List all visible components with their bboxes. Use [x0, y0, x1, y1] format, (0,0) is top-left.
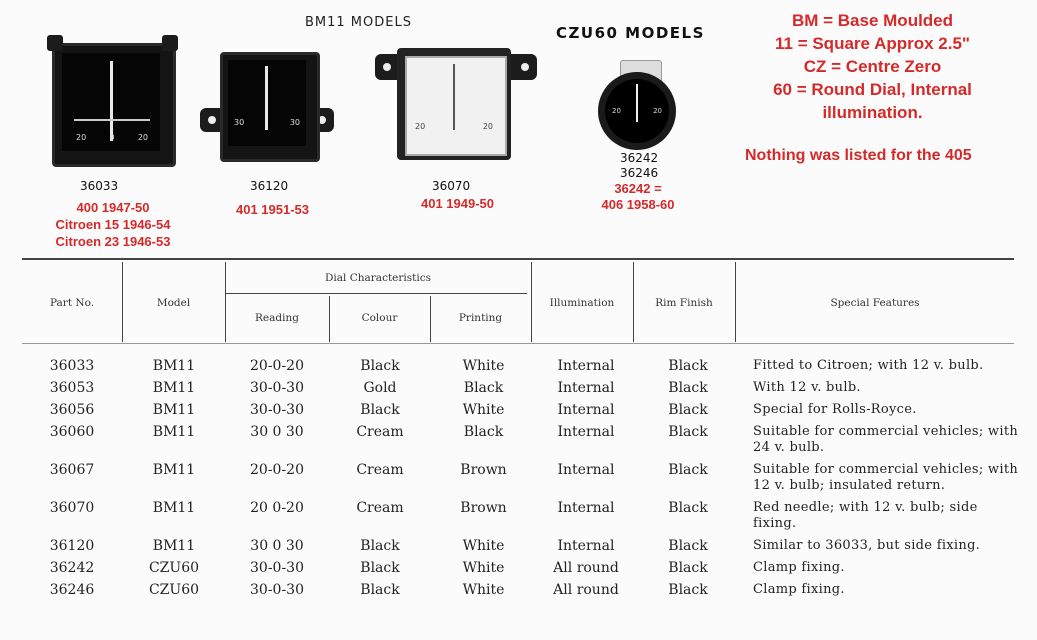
table-row — [22, 424, 1022, 462]
gauge-czu60-photo: 20 20 — [590, 60, 685, 150]
cell-part: 36033 — [49, 358, 95, 374]
gauge-czu60-models — [588, 181, 688, 213]
legend-line: CZ = Centre Zero — [803, 57, 942, 76]
cell-colour: Black — [360, 402, 400, 418]
cell-printing: Brown — [460, 462, 507, 478]
cell-special: Special for Rolls-Royce. — [753, 402, 917, 417]
header-dial-characteristics: Dial Characteristics — [325, 272, 431, 284]
legend-line: illumination. — [822, 103, 923, 122]
cell-special: Clamp fixing. — [753, 560, 845, 575]
cell-printing: Brown — [460, 500, 507, 516]
cell-part: 36056 — [49, 402, 95, 418]
cell-printing: White — [462, 582, 505, 598]
cell-printing: White — [462, 560, 505, 576]
cell-illumination: Internal — [557, 424, 615, 440]
model-line: 406 1958-60 — [601, 197, 675, 212]
table-row — [22, 380, 1022, 402]
cell-reading: 30-0-30 — [250, 582, 304, 598]
header-illumination: Illumination — [549, 297, 615, 309]
cell-reading: 30 0 30 — [250, 538, 304, 554]
model-line: 36242 = — [614, 181, 662, 196]
legend-line: 60 = Round Dial, Internal — [773, 80, 972, 99]
cell-rim: Black — [668, 500, 708, 516]
cell-colour: Cream — [356, 462, 404, 478]
abbreviation-legend — [735, 9, 1010, 124]
cell-part: 36070 — [49, 500, 95, 516]
cell-part: 36053 — [49, 380, 95, 396]
cell-printing: White — [462, 402, 505, 418]
cell-rim: Black — [668, 358, 708, 374]
cell-rim: Black — [668, 560, 708, 576]
cell-rim: Black — [668, 402, 708, 418]
header-special-features: Special Features — [830, 297, 920, 309]
gauge-36120-models — [215, 201, 330, 218]
cell-part: 36246 — [49, 582, 95, 598]
cell-rim: Black — [668, 538, 708, 554]
cell-model: BM11 — [152, 538, 196, 554]
table-body — [22, 358, 1022, 604]
cell-rim: Black — [668, 462, 708, 478]
cell-part: 36120 — [49, 538, 95, 554]
gauge-36033-models — [38, 199, 188, 250]
cell-part: 36067 — [49, 462, 95, 478]
cell-part: 36242 — [49, 560, 95, 576]
cell-special: Suitable for commercial vehicles; with 12 v. bulb; insulated return. — [753, 462, 1019, 493]
cell-printing: Black — [463, 424, 504, 440]
note-405: Nothing was listed for the 405 — [745, 147, 972, 164]
cell-colour: Black — [360, 538, 400, 554]
gauge-36070-part: 36070 — [432, 179, 471, 193]
header-colour: Colour — [361, 312, 398, 324]
cell-illumination: Internal — [557, 380, 615, 396]
gauge-36070-models — [400, 195, 515, 212]
table-row — [22, 560, 1022, 582]
cell-special: Suitable for commercial vehicles; with 24 v. bulb. — [753, 424, 1019, 455]
cell-special: Similar to 36033, but side fixing. — [753, 538, 981, 553]
gauge-36070-photo: 20 20 — [375, 40, 537, 168]
bm11-models-heading: BM11 MODELS — [305, 15, 412, 30]
cell-colour: Cream — [356, 424, 404, 440]
legend-line: 11 = Square Approx 2.5" — [775, 34, 970, 53]
gauge-36120-part: 36120 — [250, 179, 289, 193]
cell-model: BM11 — [152, 402, 196, 418]
cell-illumination: Internal — [557, 358, 615, 374]
table-row — [22, 582, 1022, 604]
cell-model: BM11 — [152, 500, 196, 516]
cell-special: With 12 v. bulb. — [753, 380, 861, 395]
table-row — [22, 402, 1022, 424]
cell-rim: Black — [668, 424, 708, 440]
cell-printing: Black — [463, 380, 504, 396]
cell-reading: 30 0 30 — [250, 424, 304, 440]
header-reading: Reading — [255, 312, 299, 324]
model-line: 401 1949-50 — [420, 196, 494, 211]
model-line: Citroen 15 1946-54 — [55, 217, 171, 232]
cell-illumination: All round — [553, 560, 619, 576]
cell-illumination: Internal — [557, 538, 615, 554]
cell-illumination: Internal — [557, 500, 615, 516]
cell-colour: Gold — [363, 380, 397, 396]
cell-model: BM11 — [152, 462, 196, 478]
cell-special: Red needle; with 12 v. bulb; side fixing. — [753, 500, 978, 531]
header-rim-finish: Rim Finish — [655, 297, 713, 309]
table-row — [22, 358, 1022, 380]
cell-colour: Black — [360, 560, 400, 576]
gauge-36033-part: 36033 — [80, 179, 119, 193]
cell-model: BM11 — [152, 380, 196, 396]
cell-special: Clamp fixing. — [753, 582, 845, 597]
cell-illumination: Internal — [557, 462, 615, 478]
cell-illumination: Internal — [557, 402, 615, 418]
cell-colour: Black — [360, 358, 400, 374]
cell-reading: 20 0-20 — [250, 500, 304, 516]
cell-illumination: All round — [553, 582, 619, 598]
dial-header-rule — [225, 293, 527, 294]
cell-model: CZU60 — [148, 560, 200, 576]
table-row — [22, 500, 1022, 538]
cell-rim: Black — [668, 582, 708, 598]
cell-part: 36060 — [49, 424, 95, 440]
gauge-36120-photo: 30 30 — [200, 48, 334, 168]
header-model: Model — [156, 297, 191, 309]
cell-reading: 20-0-20 — [250, 358, 304, 374]
cell-reading: 30-0-30 — [250, 380, 304, 396]
cell-printing: White — [462, 538, 505, 554]
header-bottom-rule — [22, 343, 1014, 344]
gauge-czu60-parts — [620, 151, 658, 181]
gauge-spec-table — [22, 358, 1022, 604]
cell-colour: Cream — [356, 500, 404, 516]
model-line: Citroen 23 1946-53 — [55, 234, 171, 249]
cell-reading: 30-0-30 — [250, 560, 304, 576]
table-row — [22, 462, 1022, 500]
cell-reading: 30-0-30 — [250, 402, 304, 418]
header-printing: Printing — [458, 312, 503, 324]
gauge-36033-photo: 20 0 20 — [44, 35, 180, 171]
legend-line: BM = Base Moulded — [791, 11, 954, 30]
cell-rim: Black — [668, 380, 708, 396]
cell-reading: 20-0-20 — [250, 462, 304, 478]
model-line: 400 1947-50 — [76, 200, 150, 215]
czu60-models-heading: CZU60 MODELS — [556, 24, 705, 42]
part-line: 36246 — [620, 166, 659, 180]
cell-model: BM11 — [152, 424, 196, 440]
part-line: 36242 — [620, 151, 659, 165]
cell-printing: White — [462, 358, 505, 374]
model-line: 401 1951-53 — [235, 202, 309, 217]
table-top-rule — [22, 258, 1014, 260]
header-part-no: Part No. — [49, 297, 95, 309]
cell-colour: Black — [360, 582, 400, 598]
cell-special: Fitted to Citroen; with 12 v. bulb. — [753, 358, 984, 373]
cell-model: BM11 — [152, 358, 196, 374]
table-row — [22, 538, 1022, 560]
cell-model: CZU60 — [148, 582, 200, 598]
